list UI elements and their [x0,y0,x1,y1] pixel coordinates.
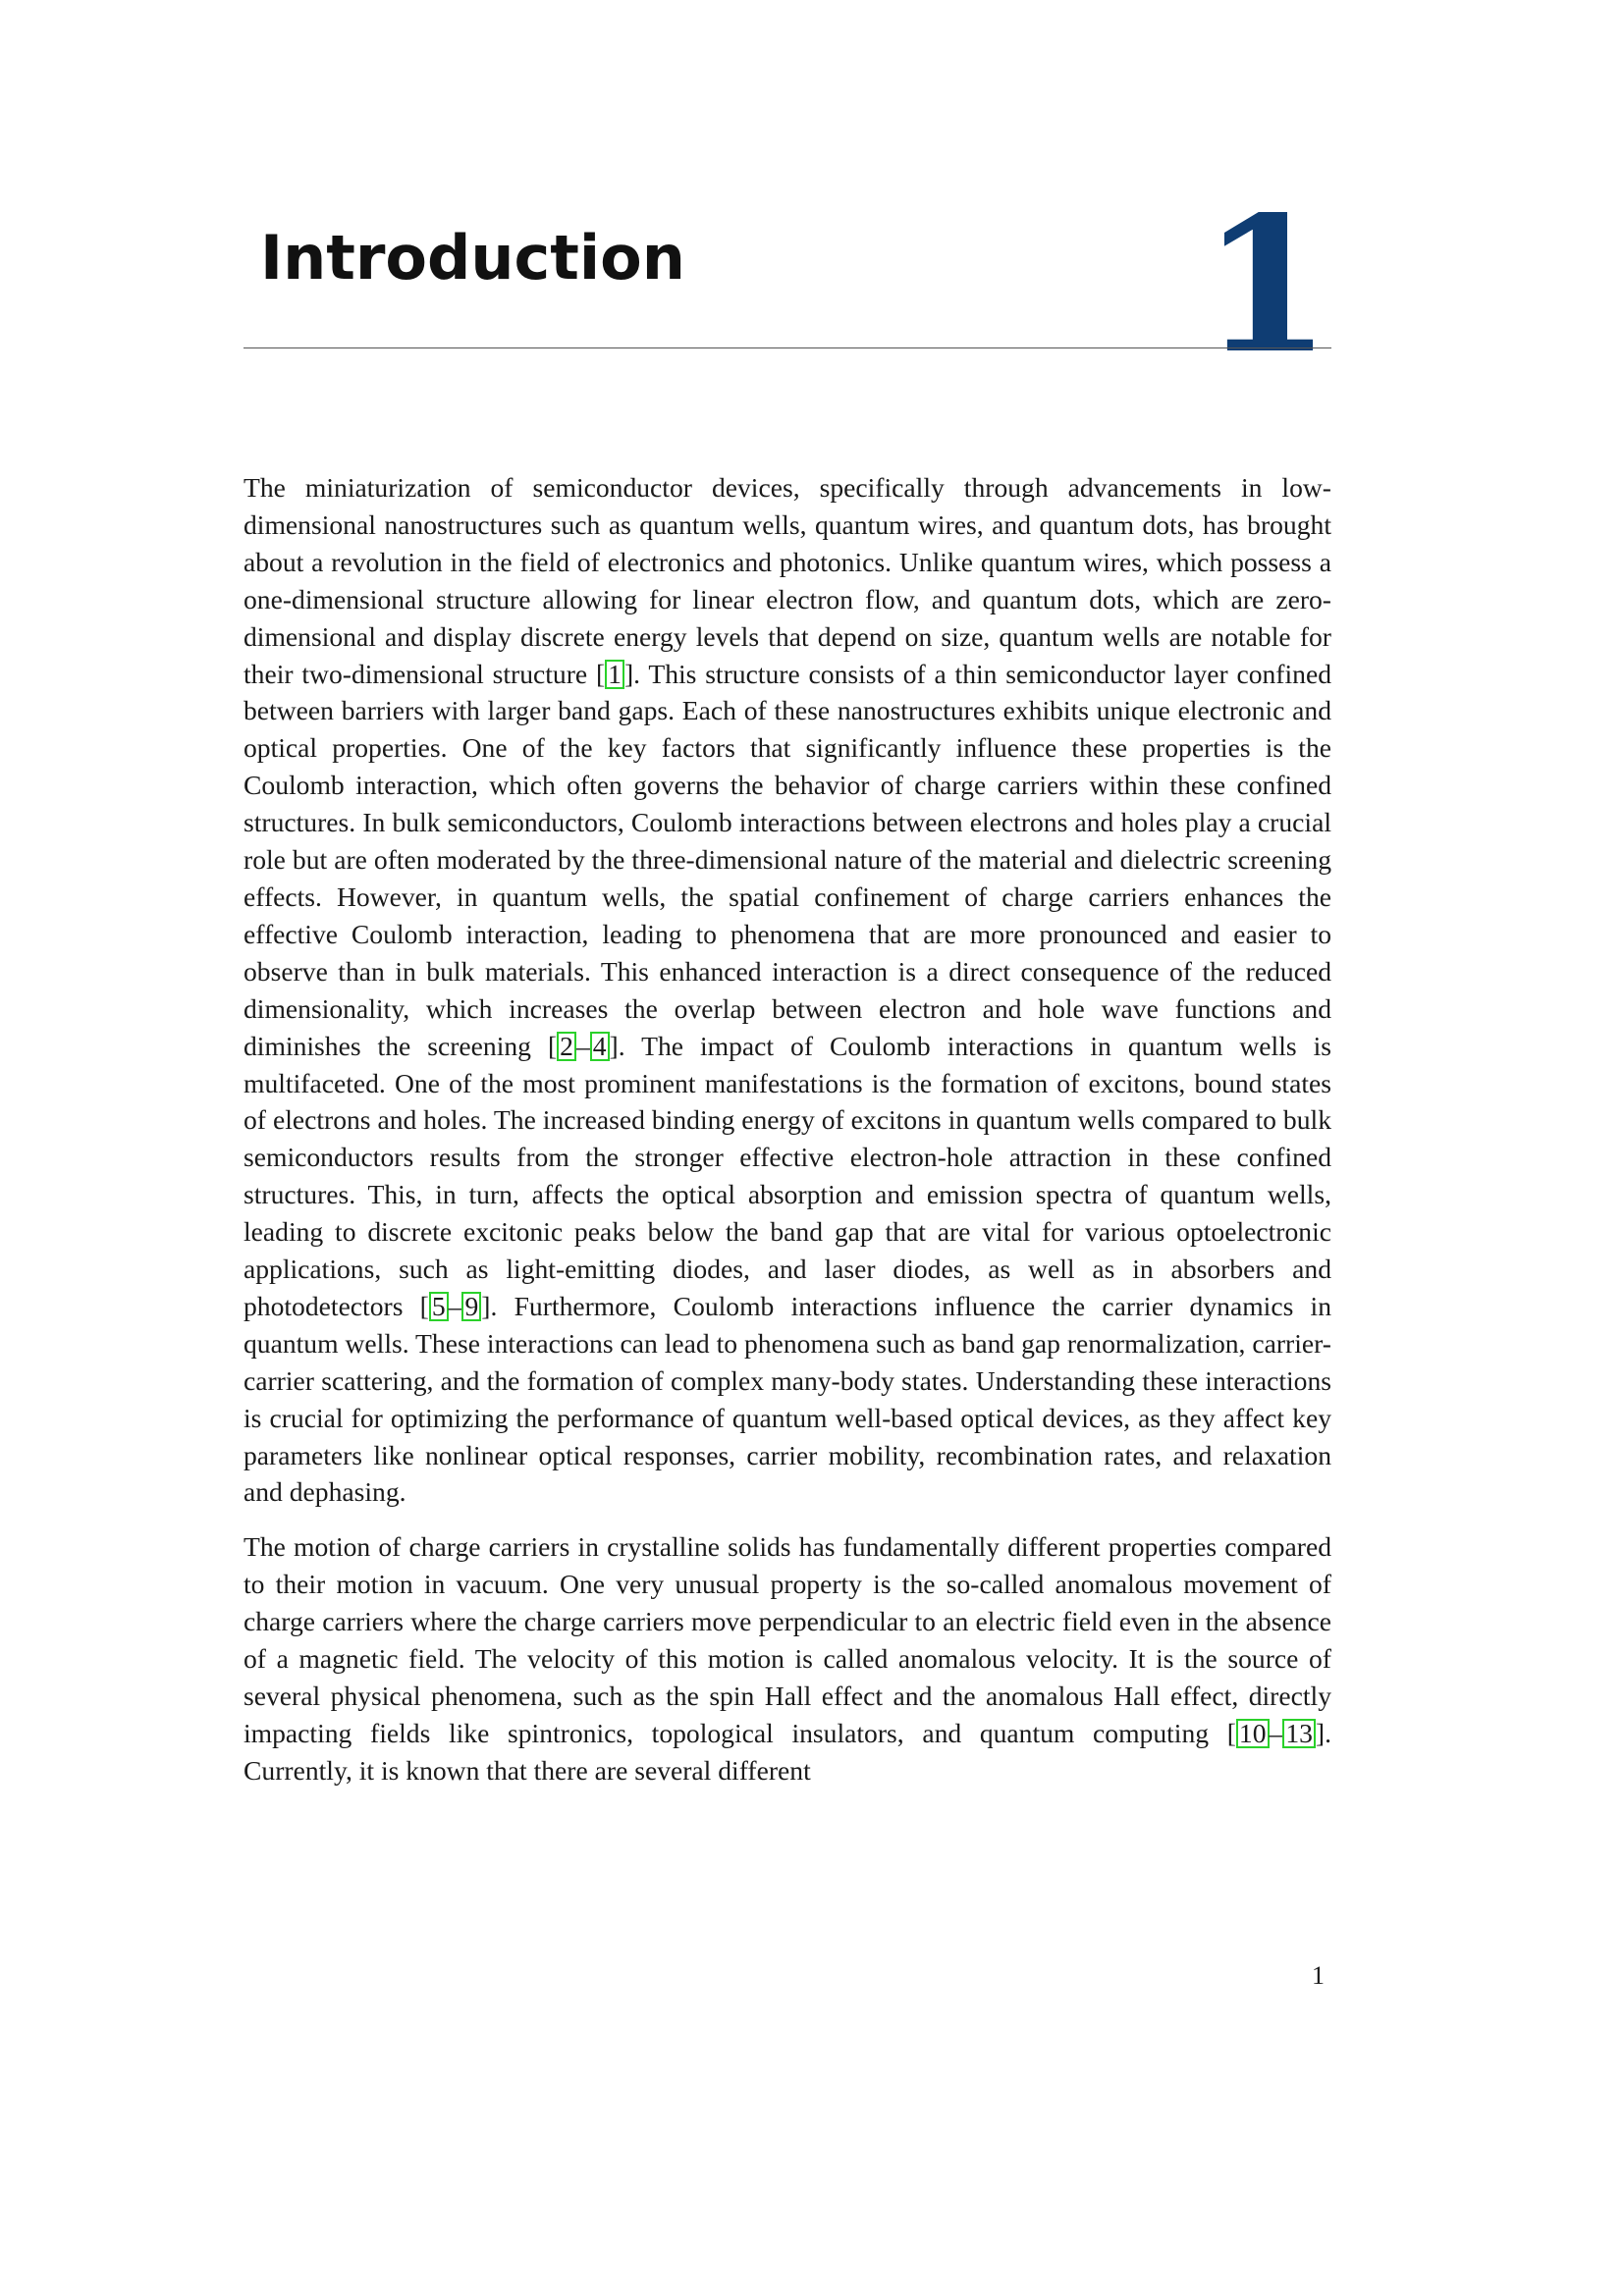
text-span: The motion of charge carriers in crystalline solids has fundamentally different properties compared to their motion in vacuum. One very unusual property is the so-called anomalous movement of charge carriers where the charge carriers move perpendicular to an electric field even in the absence of a magnetic field. The velocity of this motion is called anomalous velocity. It is the source of several physical phenomena, such as the spin Hall effect and the anomalous Hall effect, directly impacting fields like spintronics, topological insulators, and quantum computing [ [244,1531,1331,1748]
citation-link[interactable]: 9 [461,1292,481,1321]
text-span: ]. Currently, it is known that there are several different [244,1717,1331,1786]
chapter-number: 1 [1201,176,1331,395]
citation-link[interactable]: 13 [1282,1719,1316,1748]
citation-link[interactable]: 5 [429,1292,449,1321]
citation-link[interactable]: 2 [557,1032,576,1061]
title-divider [244,347,1331,348]
citation-link[interactable]: 10 [1236,1719,1270,1748]
text-span: ]. This structure consists of a thin semiconductor layer confined between barriers with larger band gaps. Each of these nanostructures exhibits unique electronic and optical properties. One of the key factors that significantly influence these properties is the Coulomb interaction, which often governs the behavior of charge carriers within these confined structures. In bulk semiconductors, Coulomb interactions between electrons and holes play a crucial role but are often moderated by the three-dimensional nature of the material and dielectric screening effects. However, in quantum wells, the spatial confinement of charge carriers enhances the effective Coulomb interaction, leading to phenomena that are more pronounced and easier to observe than in bulk materials. This enhanced interaction is a direct consequence of the reduced dimensionality, which increases the overlap between electron and hole wave functions and diminishes the screening [ [244,658,1331,1061]
citation-link[interactable]: 1 [605,660,624,689]
citation-range-dash: – [575,1030,590,1061]
citation-range-dash: – [448,1290,462,1321]
citation-link[interactable]: 4 [590,1032,610,1061]
text-span: ]. Furthermore, Coulomb interactions influence the carrier dynamics in quantum wells. These interactions can lead to phenomena such as band gap renormalization, carrier-carrier scattering, and the formation of complex many-body states. Understanding these interactions is crucial for optimizing the performance of quantum well-based optical devices, as they affect key parameters like nonlinear optical responses, carrier mobility, recombination rates, and relaxation and dephasing. [244,1290,1331,1508]
paragraph-1 [244,469,1331,1511]
paragraph-2 [244,1528,1331,1789]
text-span: The miniaturization of semiconductor devices, specifically through advancements in low-dimensional nanostructures such as quantum wells, quantum wires, and quantum dots, has brought about a revolution in the field of electronics and photonics. Unlike quantum wires, which possess a one-dimensional structure allowing for linear electron flow, and quantum dots, which are zero-dimensional and display discrete energy levels that depend on size, quantum wells are notable for their two-dimensional structure [ [244,472,1331,689]
body-text [244,469,1331,1807]
citation-range-dash: – [1269,1717,1283,1748]
text-span: ]. The impact of Coulomb interactions in quantum wells is multifaceted. One of the most prominent manifestations is the formation of excitons, bound states of electrons and holes. The increased binding energy of excitons in quantum wells compared to bulk semiconductors results from the stronger effective electron-hole attraction in these confined structures. This, in turn, affects the optical absorption and emission spectra of quantum wells, leading to discrete excitonic peaks below the band gap that are vital for various optoelectronic applications, such as light-emitting diodes, and laser diodes, as well as in absorbers and photodetectors [ [244,1030,1331,1321]
chapter-title: Introduction [260,222,685,294]
page-number: 1 [1312,1961,1325,1990]
